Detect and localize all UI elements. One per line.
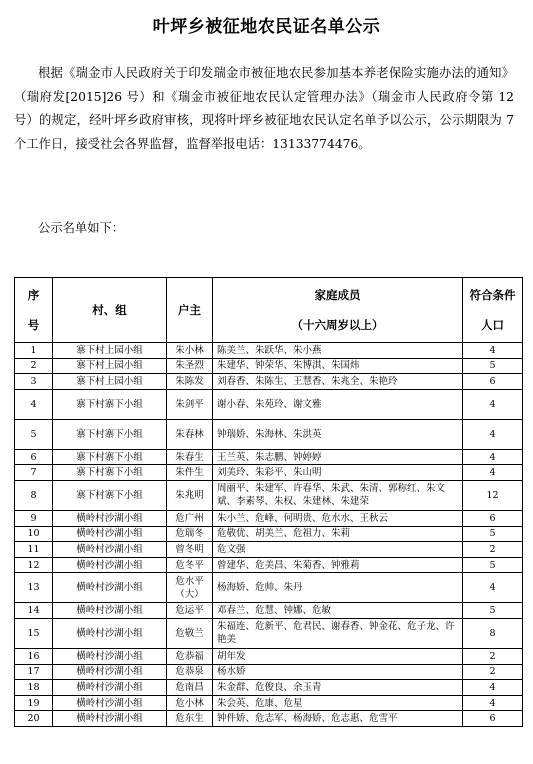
cell-householder: 朱件生 <box>167 465 213 481</box>
page-title: 叶坪乡被征地农民证名单公示 <box>152 17 381 37</box>
farmer-list-table <box>14 277 523 727</box>
cell-index: 2 <box>15 358 53 374</box>
cell-index: 12 <box>15 557 53 573</box>
cell-members: 朱金群、危俊良、余玉青 <box>213 680 463 696</box>
cell-count: 2 <box>463 664 523 680</box>
cell-village: 寨下村寨下小组 <box>53 419 167 449</box>
announcement-paragraph <box>14 62 514 156</box>
cell-householder: 朱兆明 <box>167 480 213 510</box>
cell-village: 横岭村沙湖小组 <box>53 526 167 542</box>
cell-index: 8 <box>15 480 53 510</box>
cell-count: 6 <box>463 510 523 526</box>
header-householder: 户主 <box>167 278 213 343</box>
cell-village: 横岭村沙湖小组 <box>53 695 167 711</box>
cell-count: 4 <box>463 573 523 603</box>
table-row <box>15 603 523 619</box>
table-row <box>15 465 523 481</box>
table-row <box>15 358 523 374</box>
cell-members: 谢小春、朱苑玲、谢文雅 <box>213 389 463 419</box>
cell-index: 15 <box>15 618 53 648</box>
list-intro: 公示名单如下： <box>38 221 125 235</box>
cell-count: 5 <box>463 358 523 374</box>
header-members: 家庭成员 （十六周岁以上） <box>213 278 463 343</box>
cell-village: 横岭村沙湖小组 <box>53 618 167 648</box>
table-row <box>15 449 523 465</box>
cell-village: 横岭村沙湖小组 <box>53 680 167 696</box>
cell-householder: 危敬兰 <box>167 618 213 648</box>
cell-members: 周丽平、朱建军、许春华、朱武、朱清、郭称红、朱文斌、李素琴、朱权、朱建林、朱建荣 <box>213 480 463 510</box>
table-body <box>15 343 523 727</box>
cell-count: 4 <box>463 449 523 465</box>
table-row <box>15 510 523 526</box>
table-row <box>15 542 523 558</box>
paragraph-text: 根据《瑞金市人民政府关于印发瑞金市被征地农民参加基本养老保险实施办法的通知》（瑞府发[2015]26 号）和《瑞金市被征地农民认定管理办法》（瑞金市人民政府令第 12 号）的规定，经叶坪乡政府审核，现将叶坪乡被征地农民认定名单予以公示，公示期限为 7 个工作日，接受社会各界监督，监督举报电话：13133774476。 <box>14 66 514 151</box>
cell-householder: 危运平 <box>167 603 213 619</box>
cell-index: 5 <box>15 419 53 449</box>
cell-count: 4 <box>463 695 523 711</box>
cell-members: 钟瑞娇、朱海林、朱洪英 <box>213 419 463 449</box>
cell-members: 朱建华、钟荣华、朱博淇、朱国炜 <box>213 358 463 374</box>
cell-index: 6 <box>15 449 53 465</box>
cell-householder: 朱陈发 <box>167 374 213 390</box>
cell-householder: 危恭福 <box>167 648 213 664</box>
cell-count: 12 <box>463 480 523 510</box>
cell-householder: 危冬平 <box>167 557 213 573</box>
cell-members: 杨水娇 <box>213 664 463 680</box>
cell-village: 寨下村寨下小组 <box>53 480 167 510</box>
cell-index: 9 <box>15 510 53 526</box>
cell-count: 8 <box>463 618 523 648</box>
cell-householder: 危南昌 <box>167 680 213 696</box>
cell-householder: 危东生 <box>167 711 213 727</box>
cell-householder: 危瑞冬 <box>167 526 213 542</box>
cell-householder: 朱圣烈 <box>167 358 213 374</box>
header-village: 村、组 <box>53 278 167 343</box>
cell-count: 4 <box>463 419 523 449</box>
cell-village: 寨下村寨下小组 <box>53 449 167 465</box>
table-row <box>15 480 523 510</box>
cell-members: 朱小兰、危峰、何明贵、危水水、王秋云 <box>213 510 463 526</box>
cell-members: 杨海娇、危帅、朱丹 <box>213 573 463 603</box>
cell-members: 邓春兰、危慧、钟娜、危敏 <box>213 603 463 619</box>
cell-village: 横岭村沙湖小组 <box>53 557 167 573</box>
table-row <box>15 680 523 696</box>
cell-householder: 朱剑平 <box>167 389 213 419</box>
cell-index: 14 <box>15 603 53 619</box>
cell-householder: 朱春生 <box>167 449 213 465</box>
cell-village: 横岭村沙湖小组 <box>53 648 167 664</box>
header-count: 符合条件 人口 <box>463 278 523 343</box>
cell-count: 5 <box>463 557 523 573</box>
cell-members: 朱会英、危康、危星 <box>213 695 463 711</box>
table-row <box>15 389 523 419</box>
table-row <box>15 374 523 390</box>
cell-village: 寨下村上园小组 <box>53 343 167 359</box>
cell-index: 13 <box>15 573 53 603</box>
table-header-row <box>15 278 523 343</box>
cell-members: 胡年发 <box>213 648 463 664</box>
cell-village: 横岭村沙湖小组 <box>53 664 167 680</box>
header-index: 序 号 <box>15 278 53 343</box>
cell-householder: 危广州 <box>167 510 213 526</box>
cell-members: 危敬优、胡美兰、危祖力、朱莉 <box>213 526 463 542</box>
table-row <box>15 526 523 542</box>
cell-count: 6 <box>463 374 523 390</box>
table-row <box>15 648 523 664</box>
cell-index: 10 <box>15 526 53 542</box>
cell-members: 朱福连、危新平、危君民、谢春香、钟金花、危子龙、许艳美 <box>213 618 463 648</box>
cell-householder: 朱春林 <box>167 419 213 449</box>
cell-count: 2 <box>463 648 523 664</box>
cell-index: 20 <box>15 711 53 727</box>
cell-householder: 危小林 <box>167 695 213 711</box>
cell-householder: 曾冬明 <box>167 542 213 558</box>
cell-village: 寨下村上园小组 <box>53 374 167 390</box>
cell-village: 寨下村寨下小组 <box>53 465 167 481</box>
cell-index: 16 <box>15 648 53 664</box>
cell-village: 横岭村沙湖小组 <box>53 603 167 619</box>
cell-index: 11 <box>15 542 53 558</box>
cell-members: 钟件娇、危志军、杨海娇、危志惠、危雪平 <box>213 711 463 727</box>
cell-village: 横岭村沙湖小组 <box>53 510 167 526</box>
cell-village: 横岭村沙湖小组 <box>53 542 167 558</box>
cell-index: 19 <box>15 695 53 711</box>
cell-village: 寨下村上园小组 <box>53 358 167 374</box>
cell-members: 王兰英、朱志鹏、钟婷婷 <box>213 449 463 465</box>
table-row <box>15 711 523 727</box>
table-row <box>15 618 523 648</box>
cell-count: 2 <box>463 542 523 558</box>
cell-count: 4 <box>463 680 523 696</box>
cell-index: 4 <box>15 389 53 419</box>
cell-members: 刘春香、朱陈生、王慧香、朱兆全、朱艳玲 <box>213 374 463 390</box>
cell-householder: 危水平（大） <box>167 573 213 603</box>
cell-members: 刘美玲、朱彩平、朱山明 <box>213 465 463 481</box>
table-row <box>15 557 523 573</box>
table-row <box>15 573 523 603</box>
cell-count: 4 <box>463 389 523 419</box>
cell-index: 3 <box>15 374 53 390</box>
table-row <box>15 664 523 680</box>
cell-count: 4 <box>463 465 523 481</box>
cell-index: 17 <box>15 664 53 680</box>
cell-householder: 朱小林 <box>167 343 213 359</box>
table-row <box>15 343 523 359</box>
cell-village: 横岭村沙湖小组 <box>53 711 167 727</box>
cell-members: 陈美兰、朱跃华、朱小燕 <box>213 343 463 359</box>
cell-count: 6 <box>463 711 523 727</box>
cell-index: 18 <box>15 680 53 696</box>
cell-count: 5 <box>463 603 523 619</box>
table-row <box>15 419 523 449</box>
cell-householder: 危恭泉 <box>167 664 213 680</box>
cell-village: 横岭村沙湖小组 <box>53 573 167 603</box>
cell-count: 4 <box>463 343 523 359</box>
cell-index: 7 <box>15 465 53 481</box>
cell-index: 1 <box>15 343 53 359</box>
cell-members: 曾建华、危美昌、朱菊香、钟雅莉 <box>213 557 463 573</box>
cell-count: 5 <box>463 526 523 542</box>
cell-village: 寨下村寨下小组 <box>53 389 167 419</box>
cell-members: 危文强 <box>213 542 463 558</box>
table-row <box>15 695 523 711</box>
